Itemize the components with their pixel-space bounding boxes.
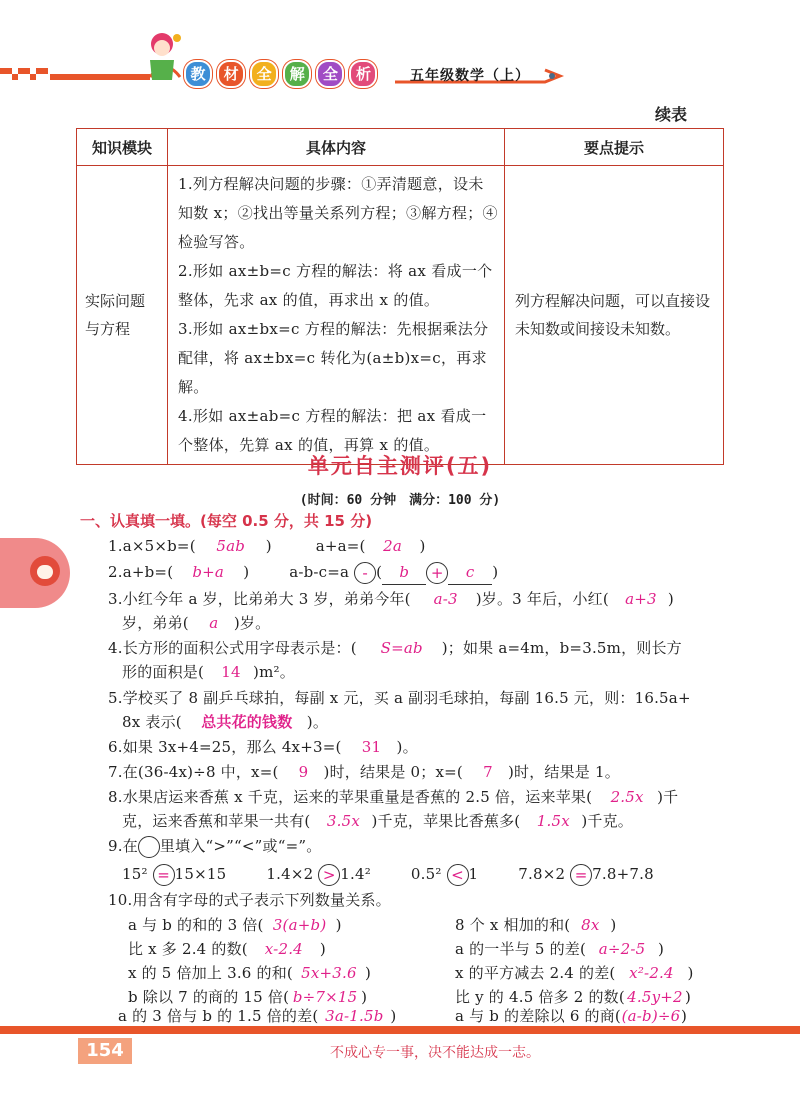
title-char: 全	[316, 60, 344, 88]
q-text: 10.用含有字母的式子表示下列数量关系。	[108, 891, 391, 909]
q-text: a 的 3 倍与 b 的 1.5 倍的差(	[118, 1007, 319, 1025]
question-4-cont	[122, 660, 295, 684]
test-title: 单元自主测评(五)	[307, 454, 493, 478]
girl-mascot-icon	[142, 30, 182, 82]
q-text: )m²。	[253, 663, 295, 681]
answer-circle: >	[318, 864, 340, 886]
q-text: 7.8×2	[518, 865, 566, 883]
answer-text: 4.5y+2	[627, 988, 683, 1006]
q-text: 1.4×2	[266, 865, 314, 883]
knowledge-table	[76, 128, 724, 465]
question-3-cont	[122, 611, 270, 635]
question-10	[108, 888, 391, 912]
q-text: 1.4²	[340, 865, 371, 883]
answer	[194, 611, 234, 635]
q-text: a 与 b 的和的 3 倍(	[128, 916, 264, 934]
q-text: 0.5²	[410, 865, 442, 883]
q10-right	[455, 961, 694, 985]
answer	[525, 809, 581, 833]
q-text: )	[390, 1007, 397, 1025]
q-text: 8 个 x 相加的和(	[455, 916, 571, 934]
answer	[178, 560, 238, 584]
answer	[248, 937, 320, 961]
footer-bar	[0, 1026, 800, 1034]
answer-text: 3(a+b)	[272, 916, 327, 934]
answer-text: 5ab	[216, 537, 246, 555]
q-text: )	[361, 988, 368, 1006]
title-char: 解	[283, 60, 311, 88]
q-text: b 除以 7 的商的 15 倍(	[128, 988, 290, 1006]
question-8-cont	[122, 809, 633, 833]
question-7	[108, 760, 620, 784]
answer	[318, 1004, 390, 1028]
answer-text: b+a	[192, 563, 225, 581]
question-9-items	[122, 862, 654, 886]
q-text: a 与 b 的差除以 6 的商(	[455, 1007, 621, 1025]
answer	[448, 560, 492, 585]
q-text: a-b-c=a	[289, 563, 350, 581]
q-text: (	[376, 563, 383, 581]
table-header: 知识模块	[77, 129, 168, 166]
answer-text: x-2.4	[264, 940, 303, 958]
q-text: )	[658, 940, 665, 958]
module-cell: 实际问题与方程	[77, 166, 168, 465]
answer-text: 3a-1.5b	[325, 1007, 384, 1025]
answer	[315, 809, 371, 833]
q-text: 比 y 的 4.5 倍多 2 的数(	[455, 988, 625, 1006]
q-text: )岁。3 年后，小红(	[475, 590, 609, 608]
answer-text: S=ab	[380, 639, 423, 657]
q-text: )	[364, 964, 372, 982]
q-text: 岁，弟弟(	[122, 614, 189, 632]
title-char: 全	[250, 60, 278, 88]
answer-text: c	[465, 563, 475, 581]
q-text: a 的一半与 5 的差(	[455, 940, 587, 958]
answer	[293, 961, 365, 985]
answer	[362, 636, 442, 660]
answer	[614, 587, 668, 611]
q-text: )	[492, 563, 499, 581]
q-text: )	[319, 940, 326, 958]
q-text: 3.小红今年 a 岁，比弟弟大 3 岁，弟弟今年(	[108, 590, 411, 608]
q-text: 比 x 多 2.4 的数(	[128, 940, 248, 958]
answer	[264, 913, 336, 937]
operator-circle: +	[426, 562, 448, 584]
page-number: 154	[78, 1038, 132, 1064]
question-4	[108, 636, 682, 660]
empty-circle-icon	[138, 836, 160, 858]
answer	[371, 534, 415, 558]
answer-text: 2.5x	[610, 788, 644, 806]
q-text: 1	[468, 865, 479, 883]
content-cell	[168, 166, 505, 465]
answer-text: 1.5x	[536, 812, 570, 830]
q10-right	[455, 937, 664, 961]
q-text: 15×15	[174, 865, 227, 883]
answer-text: a+3	[625, 590, 657, 608]
answer-text: a	[209, 614, 219, 632]
tip-cell: 列方程解决问题，可以直接设未知数或间接设未知数。	[505, 166, 724, 465]
side-tab	[0, 538, 70, 608]
q-text: )千克。	[581, 812, 633, 830]
q-text: )千	[657, 788, 679, 806]
question-5	[108, 686, 691, 710]
answer-text: 8x	[581, 916, 600, 934]
q-text: )时，结果是 1。	[507, 763, 620, 781]
q-text: 克，运来香蕉和苹果一共有(	[122, 812, 311, 830]
answer-text: (a-b)÷6	[621, 1007, 681, 1025]
q-text: 4.长方形的面积公式用字母表示是：(	[108, 639, 357, 657]
answer	[570, 913, 610, 937]
answer-circle: =	[153, 864, 175, 886]
question-2	[108, 560, 498, 585]
q-text: )千克，苹果比香蕉多(	[371, 812, 521, 830]
book-series-title	[184, 60, 377, 88]
q-text: 7.8+7.8	[592, 865, 654, 883]
header-decoration	[0, 62, 800, 92]
content-item: 1.列方程解决问题的步骤：①弄清题意，设未知数 x；②找出等量关系列方程；③解方程；④检验写答。	[178, 175, 498, 251]
question-5-cont	[122, 710, 328, 734]
q-text: 7.在(36-4x)÷8 中，x=(	[108, 763, 279, 781]
question-3	[108, 587, 674, 611]
table-header: 具体内容	[168, 129, 505, 166]
q-text: 8x 表示(	[122, 713, 182, 731]
answer-circle: <	[447, 864, 469, 886]
q-text: x 的 5 倍加上 3.6 的和(	[128, 964, 293, 982]
q10-left	[128, 913, 342, 937]
q10-right	[455, 913, 616, 937]
section-heading: 一、认真填一填。(每空 0.5 分，共 15 分)	[80, 512, 373, 530]
q-text: a+a=(	[315, 537, 366, 555]
answer	[416, 587, 476, 611]
q-text: )	[335, 916, 342, 934]
table-header-row	[77, 129, 724, 166]
q-text: )	[687, 964, 694, 982]
answer-text: a÷2-5	[598, 940, 646, 958]
time-info: (时间：60 分钟 满分：100 分)	[299, 493, 501, 508]
q10-left	[128, 937, 326, 961]
answer-text: x²-2.4	[629, 964, 674, 982]
answer	[597, 785, 657, 809]
q-text: 2.a+b=(	[108, 563, 174, 581]
q-text: )时，结果是 0；x=(	[323, 763, 463, 781]
operator-circle: -	[354, 562, 376, 584]
q10-right	[455, 1004, 687, 1028]
question-8	[108, 785, 678, 809]
content-item: 3.形如 ax±bx=c 方程的解法：先根据乘法分配律，将 ax±bx=c 转化为(a±b)x=c，再求解。	[178, 320, 489, 396]
q-text: 15²	[122, 865, 148, 883]
answer	[586, 937, 658, 961]
q10-left	[118, 1004, 396, 1028]
continued-label: 续表	[655, 105, 688, 124]
question-1	[108, 534, 426, 558]
q-text: 6.如果 3x+4=25，那么 4x+3=(	[108, 738, 342, 756]
q-text: )	[243, 563, 250, 581]
answer-text: 2a	[383, 537, 402, 555]
q-text: )岁。	[233, 614, 271, 632]
q-text: )。	[306, 713, 329, 731]
answer-text: b÷7×15	[292, 988, 358, 1006]
subject-label: 五年级数学（上）	[410, 68, 530, 84]
q-text: )。	[396, 738, 418, 756]
table-header: 要点提示	[505, 129, 724, 166]
q-text: 5.学校买了 8 副乒乓球拍，每副 x 元，买 a 副羽毛球拍，每副 16.5 元，则：16.5a+	[108, 689, 691, 707]
content-item: 2.形如 ax±b=c 方程的解法：将 ax 看成一个整体，先求 ax 的值，再求出 x 的值。	[178, 262, 493, 309]
answer-text: a-3	[433, 590, 458, 608]
table-row	[77, 166, 724, 465]
q-text: )	[610, 916, 617, 934]
answer-circle: =	[570, 864, 592, 886]
q-text: )	[419, 537, 426, 555]
q-text: 里填入“>”“<”或“=”。	[159, 837, 322, 855]
answer: 31	[361, 738, 382, 756]
title-char: 材	[217, 60, 245, 88]
answer: 14	[221, 663, 241, 681]
q-text: )	[667, 590, 674, 608]
answer-text: 3.5x	[326, 812, 360, 830]
answer: 总共花的钱数	[201, 713, 293, 731]
answer	[382, 560, 426, 585]
title-char: 析	[349, 60, 377, 88]
q-text: 形的面积是(	[122, 663, 205, 681]
q-text: )	[684, 988, 691, 1006]
answer	[201, 534, 261, 558]
q-text: 8.水果店运来香蕉 x 千克，运来的苹果重量是香蕉的 2.5 倍，运来苹果(	[108, 788, 593, 806]
answer: 9	[298, 763, 309, 781]
q-text: 9.在	[108, 837, 138, 855]
q-text: x 的平方减去 2.4 的差(	[455, 964, 616, 982]
answer: 7	[483, 763, 493, 781]
q10-left	[128, 961, 371, 985]
q-text: )	[680, 1007, 688, 1025]
q-text: )	[265, 537, 272, 555]
answer	[615, 961, 687, 985]
title-char: 教	[184, 60, 212, 88]
answer	[621, 1004, 681, 1028]
question-9	[108, 834, 321, 858]
answer-text: 5x+3.6	[301, 964, 357, 982]
cat-mascot-icon	[30, 556, 60, 586]
answer-text: b	[399, 563, 410, 581]
q-text: )；如果 a=4m，b=3.5m，则长方	[441, 639, 682, 657]
content-item: 4.形如 ax±ab=c 方程的解法：把 ax 看成一个整体，先算 ax 的值，再算 x 的值。	[178, 407, 487, 454]
q-text: 1.a×5×b=(	[108, 537, 196, 555]
footer-motto: 不成心专一事，决不能达成一志。	[330, 1045, 540, 1061]
question-6	[108, 735, 418, 759]
